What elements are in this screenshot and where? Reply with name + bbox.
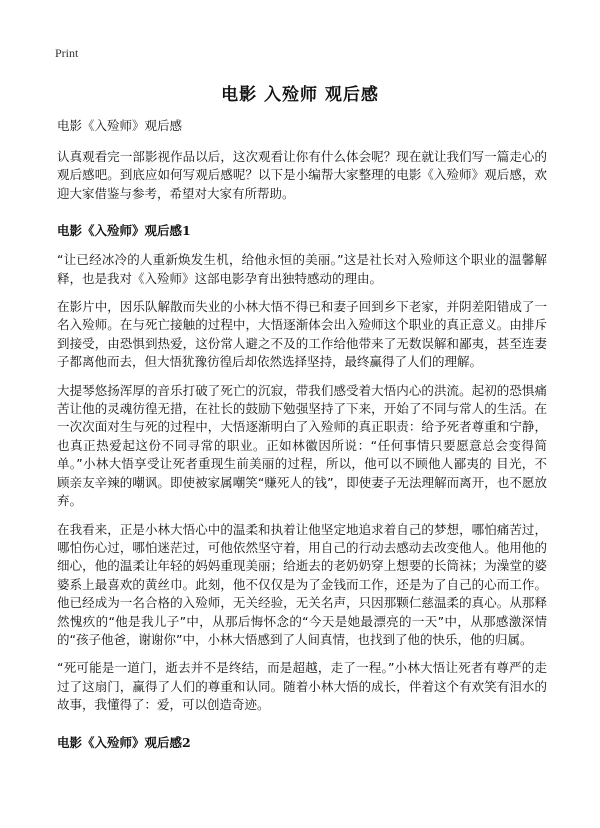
document-title: 电影 入殓师 观后感 (221, 85, 379, 105)
section1-paragraph-2: 在影片中，因乐队解散而失业的小林大悟不得已和妻子回到乡下老家，并阴差阳错成了一名入殓师。在与死亡接触的过程中，大悟逐渐体会出入殓师这个职业的真正意义。由排斥到接受，由恐惧到热爱，这份常人避之不及的工作给他带来了无数误解和鄙夷，甚至连妻子都离他而去，但大悟犹豫彷徨后却依然选择坚持，最终赢得了人们的理解。 (57, 299, 547, 370)
section-heading-1: 电影《入殓师》观后感1 (57, 223, 191, 239)
section1-paragraph-4: 在我看来，正是小林大悟心中的温柔和执着让他坚定地追求着自己的梦想，哪怕痛苦过，哪怕伤心过，哪怕迷茫过，可他依然坚守着，用自己的行动去感动去改变他人。他用他的细心，他的温柔让年轻的妈妈重现美丽；给逝去的老奶奶穿上想要的长筒袜；为澡堂的婆婆系上最喜欢的黄丝巾。此刻，他不仅仅是为了金钱而工作，还是为了自己的心而工作。他已经成为一名合格的入殓师，无关经验，无关名声，只因那颗仁慈温柔的真心。从那释然愧疚的“他是我儿子”中，从那后悔怀念的“今天是她最漂亮的一天”中，从那感激深情的“孩子他爸，谢谢你”中，小林大悟感到了人间真情，也找到了他的快乐，他的归属。 (57, 521, 547, 647)
intro-paragraph: 认真观看完一部影视作品以后，这次观看让你有什么体会呢？现在就让我们写一篇走心的观后感吧。到底应如何写观后感呢？以下是小编帮大家整理的电影《入殓师》观后感，欢迎大家借鉴与参考，希望对大家有所帮助。 (57, 149, 547, 201)
section1-paragraph-5: “死可能是一道门，逝去并不是终结，而是超越，走了一程。”小林大悟让死者有尊严的走过了这扇门，赢得了人们的尊重和认同。随着小林大悟的成长，伴着这个有欢笑有泪水的故事，我懂得了：爱，可以创造奇迹。 (57, 660, 547, 713)
document-body (57, 116, 547, 763)
section1-paragraph-1: “让已经冰冷的人重新焕发生机，给他永恒的美丽。”这是社长对入殓师这个职业的温馨解释，也是我对《入殓师》这部电影孕育出独特感动的理由。 (57, 252, 547, 286)
section1-paragraph-3: 大提琴悠扬浑厚的音乐打破了死亡的沉寂，带我们感受着大悟内心的洪流。起初的恐惧痛苦让他的灵魂彷徨无措，在社长的鼓励下勉强坚持了下来，开始了不同与常人的生活。在一次次面对生与死的过程中，大悟逐渐明白了入殓师的真正职责：给予死者尊重和宁静，也真正热爱起这份不同寻常的职业。正如林徽因所说：“任何事情只要愿意总会变得简单。”小林大悟享受让死者重现生前美丽的过程，所以，他可以不顾他人鄙夷的 目光，不顾亲友辛辣的嘲讽。即使被家属嘲笑“赚死人的钱”，即使妻子无法理解而离开，也不愿放弃。 (57, 382, 547, 509)
section-heading-2: 电影《入殓师》观后感2 (57, 734, 191, 750)
document-subtitle: 电影《入殓师》观后感 (57, 118, 183, 133)
print-link[interactable]: Print (55, 46, 79, 60)
